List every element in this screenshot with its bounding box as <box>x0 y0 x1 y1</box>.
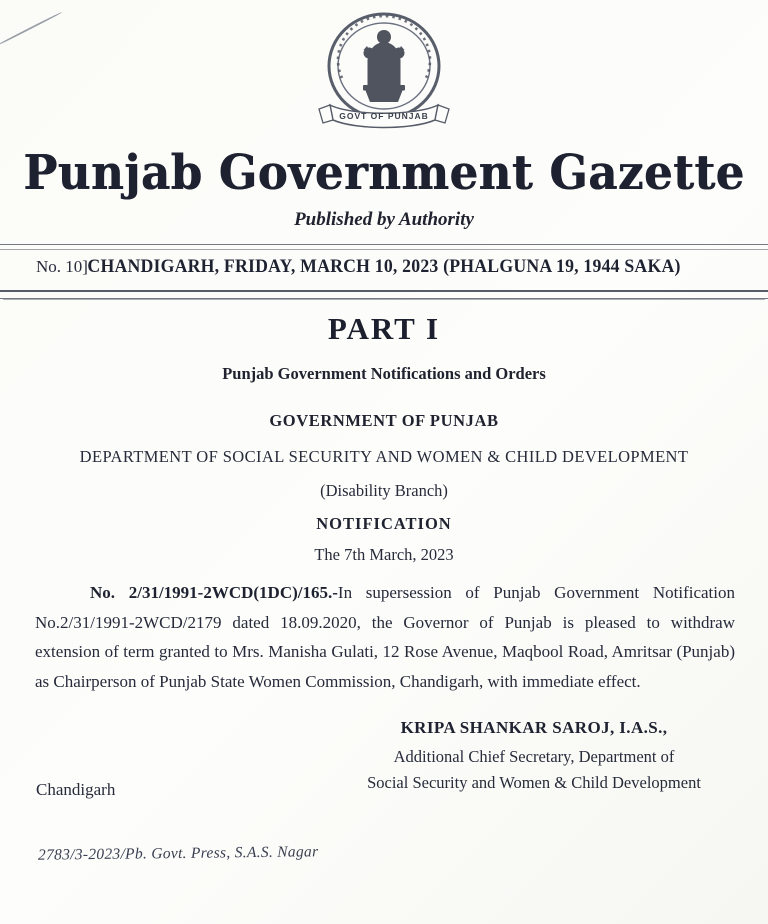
department-heading: DEPARTMENT OF SOCIAL SECURITY AND WOMEN & CHILD DEVELOPMENT <box>79 447 689 466</box>
part-heading: PART I <box>327 311 441 346</box>
signatory-title <box>334 744 734 796</box>
divider-rule-heavy <box>0 290 768 299</box>
punjab-government-emblem-icon <box>308 6 460 140</box>
ashoka-lion-capital-icon <box>363 30 405 102</box>
notification-date: The 7th March, 2023 <box>314 545 454 564</box>
press-footer-line: 2783/3-2023/Pb. Govt. Press, S.A.S. Nagar <box>37 843 319 864</box>
notification-ref-number: No. 2/31/1991-2WCD(1DC)/165.- <box>90 583 338 602</box>
emblem-banner-text: GOVT OF PUNJAB <box>339 111 429 121</box>
divider-rule-top <box>0 244 768 250</box>
signatory-name: KRIPA SHANKAR SAROJ, I.A.S., <box>400 718 668 737</box>
gazette-title: Punjab Government Gazette <box>23 144 745 201</box>
notification-body-text: In supersession of Punjab Government Notification No.2/31/1991-2WCD/2179 dated 18.09.2020, the Governor of Punjab is pleased to withdraw extension of term granted to Mrs. Manisha Gulati, 12 Rose Avenue, Maqbool Road, Amritsar (Punjab) as Chairperson of Punjab State Women Commission, Chandigarh, with immediate effect. <box>35 583 735 691</box>
branch-line: (Disability Branch) <box>320 481 448 500</box>
signature-place: Chandigarh <box>36 780 116 799</box>
emblem-container <box>0 0 768 140</box>
government-heading: GOVERNMENT OF PUNJAB <box>269 411 499 430</box>
part-subheading: Punjab Government Notifications and Orders <box>222 364 546 383</box>
gazette-subtitle: Published by Authority <box>294 209 474 230</box>
issue-date-line: CHANDIGARH, FRIDAY, MARCH 10, 2023 (PHALGUNA 19, 1944 SAKA) <box>87 257 681 277</box>
signatory-title-line2: Social Security and Women & Child Development <box>367 773 701 792</box>
signatory-title-line1: Additional Chief Secretary, Department of <box>393 747 675 766</box>
signature-block <box>334 718 734 796</box>
issue-row <box>0 257 768 283</box>
notification-heading: NOTIFICATION <box>316 514 452 533</box>
signature-area <box>0 718 768 814</box>
notification-body <box>35 578 735 696</box>
issue-number: No. 10] <box>36 257 88 276</box>
